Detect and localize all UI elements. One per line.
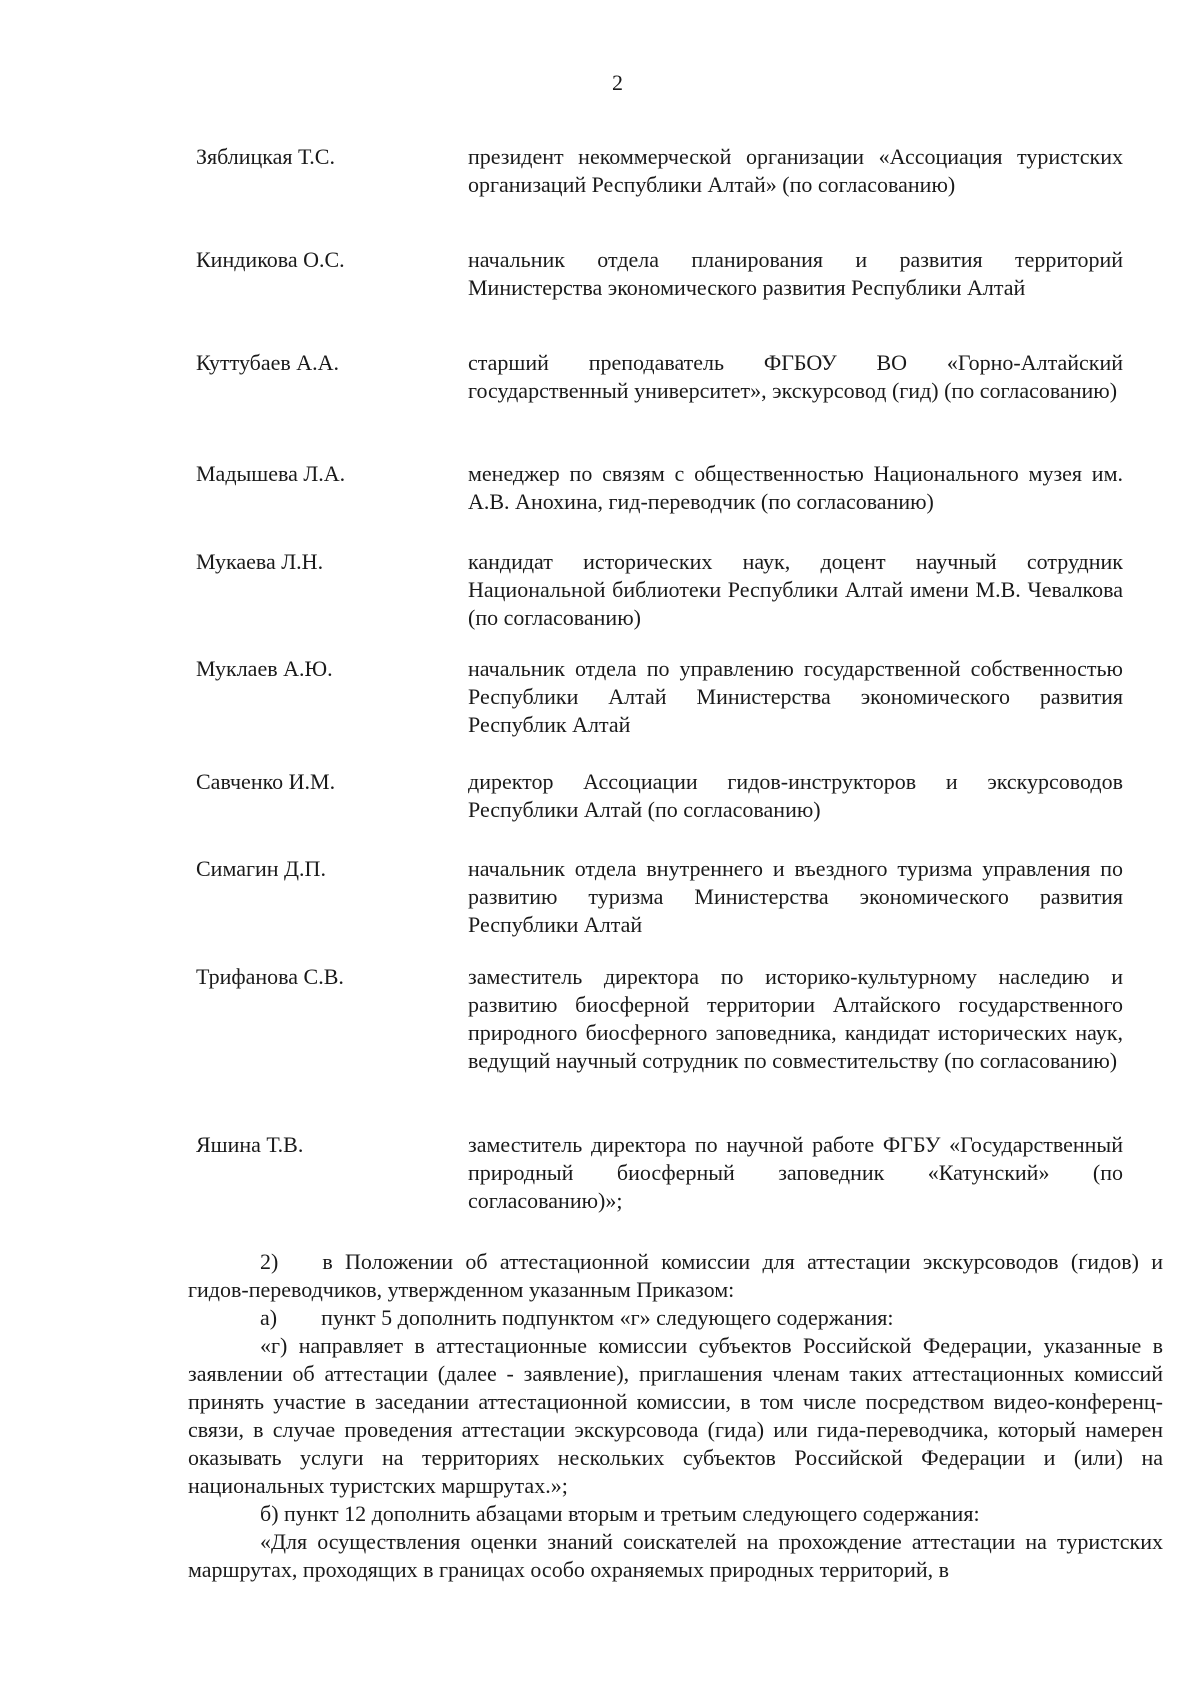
member-name: Симагин Д.П.: [196, 856, 326, 881]
member-name: Куттубаев А.А.: [196, 350, 340, 375]
item-text: в Положении об аттестационной комиссии для аттестации экскурсоводов (гидов) и гидов-переводчиков, утвержденном указанным Приказом:: [188, 1249, 1163, 1302]
member-description: кандидат исторических наук, доцент научный сотрудник Национальной библиотеки Республики Алтай имени М.В. Чевалкова (по согласованию): [468, 549, 1123, 630]
quote-paragraph-g: «г) направляет в аттестационные комиссии субъектов Российской Федерации, указанные в заявлении об аттестации (далее - заявление), приглашения членам таких аттестационных комиссий принять участие в заседании аттестационной комиссии, в том числе посредством видео-конференц-связи, в случае проведения аттестации экскурсовода (гида) или гида-переводчика, который намерен оказывать услуги на территориях нескольких субъектов Российской Федерации и (или) на национальных туристских маршрутах.»;: [188, 1333, 1163, 1498]
amendments-section: [188, 1248, 1163, 1584]
item-number: 2): [260, 1249, 279, 1274]
amendment-subitem-b: б) пункт 12 дополнить абзацами вторым и третьим следующего содержания:: [260, 1501, 980, 1526]
member-name: Савченко И.М.: [196, 769, 336, 794]
member-description: начальник отдела внутреннего и въездного туризма управления по развитию туризма Министерства экономического развития Республики Алтай: [468, 856, 1123, 937]
amendment-subitem-a: [188, 1304, 1163, 1332]
amendment-item-2: [188, 1248, 1163, 1304]
quote-paragraph-start: «Для осуществления оценки знаний соискателей на прохождение аттестации на туристских маршрутах, проходящих в границах особо охраняемых природных территорий, в: [188, 1529, 1163, 1582]
page-number: 2: [612, 70, 623, 95]
subitem-number: а): [260, 1305, 278, 1330]
subitem-text: пункт 5 дополнить подпунктом «г» следующего содержания:: [321, 1305, 894, 1330]
member-name: Зяблицкая Т.С.: [196, 144, 335, 169]
member-description: старший преподаватель ФГБОУ ВО «Горно-Алтайский государственный университет», экскурсовод (гид) (по согласованию): [468, 350, 1123, 403]
member-description: начальник отдела планирования и развития территорий Министерства экономического развития Республики Алтай: [468, 247, 1123, 300]
member-description: заместитель директора по научной работе ФГБУ «Государственный природный биосферный заповедник «Катунский» (по согласованию)»;: [468, 1132, 1123, 1213]
member-description: менеджер по связям с общественностью Национального музея им. А.В. Анохина, гид-переводчик (по согласованию): [468, 461, 1123, 514]
member-name: Мадышева Л.А.: [196, 461, 346, 486]
member-description: президент некоммерческой организации «Ассоциация туристских организаций Республики Алтай» (по согласованию): [468, 144, 1123, 197]
member-name: Яшина Т.В.: [196, 1132, 304, 1157]
member-name: Муклаев А.Ю.: [196, 656, 333, 681]
member-description: директор Ассоциации гидов-инструкторов и экскурсоводов Республики Алтай (по согласованию): [468, 769, 1123, 822]
member-name: Мукаева Л.Н.: [196, 549, 324, 574]
member-name: Трифанова С.В.: [196, 964, 344, 989]
member-description: начальник отдела по управлению государственной собственностью Республики Алтай Министерства экономического развития Республик Алтай: [468, 656, 1123, 737]
member-name: Киндикова О.С.: [196, 247, 345, 272]
member-description: заместитель директора по историко-культурному наследию и развитию биосферной территории Алтайского государственного природного биосферного заповедника, кандидат исторических наук, ведущий научный сотрудник по совместительству (по согласованию): [468, 964, 1123, 1073]
